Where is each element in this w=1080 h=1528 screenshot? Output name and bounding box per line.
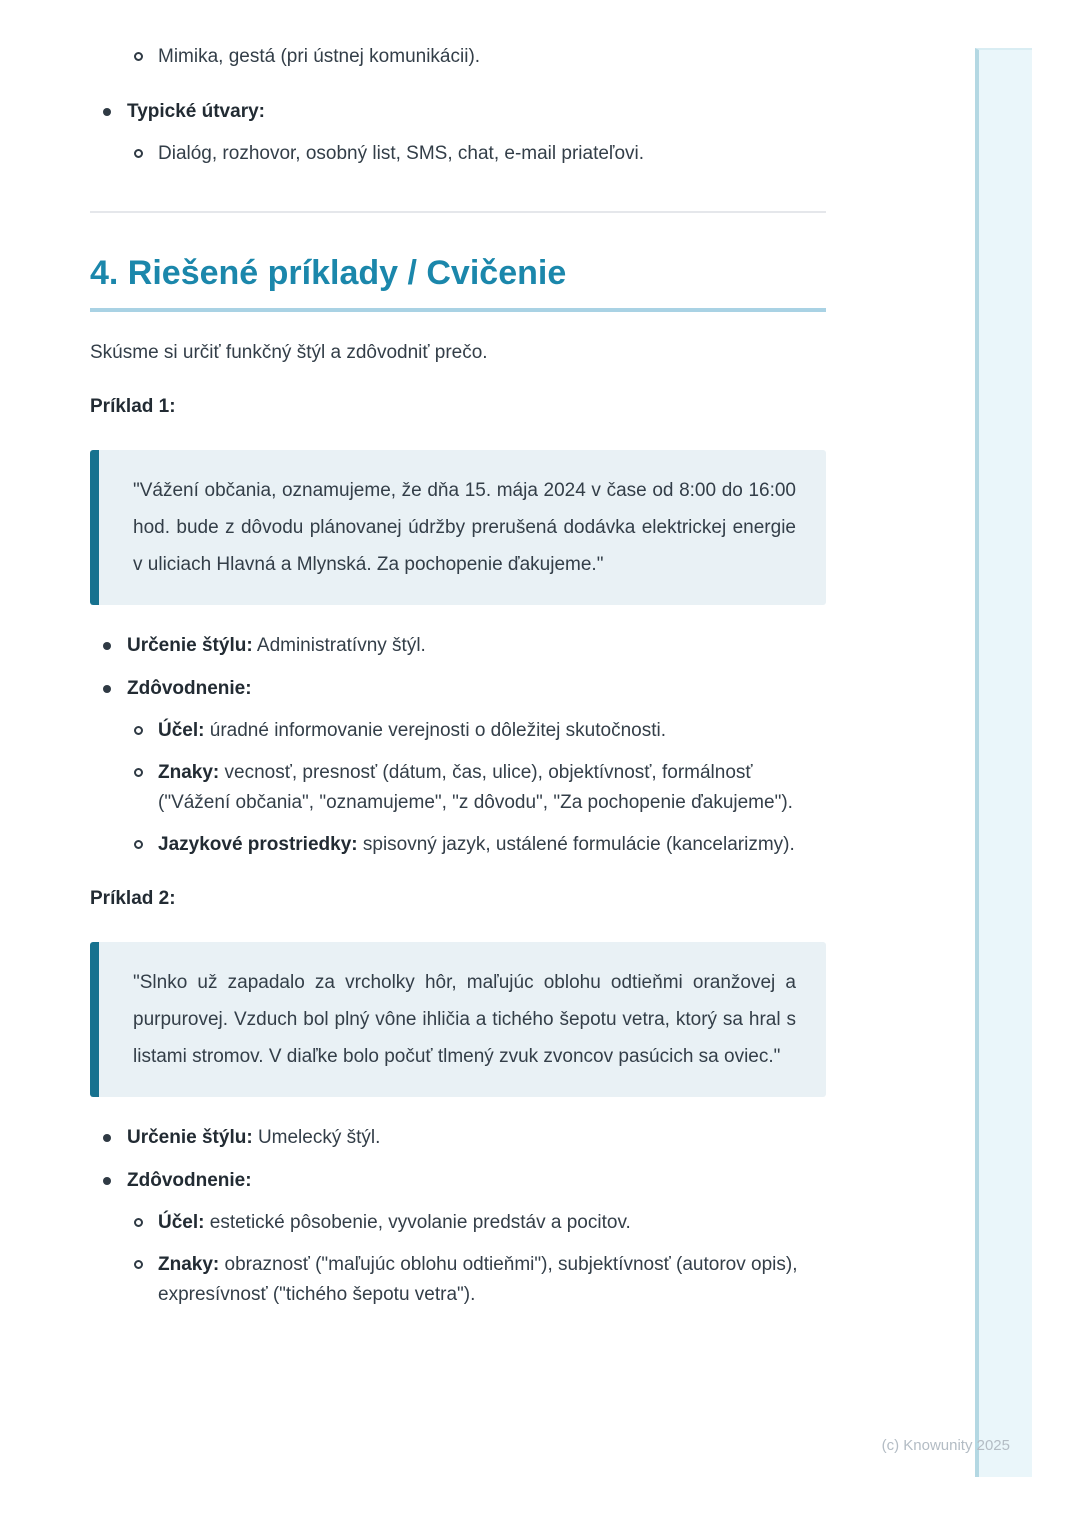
example-label: Príklad 2: [90, 888, 176, 909]
section-divider [90, 211, 826, 213]
section-intro: Skúsme si určiť funkčný štýl a zdôvodniť prečo. [90, 342, 488, 363]
list-item [90, 631, 826, 661]
scrollbar-track[interactable] [975, 48, 1032, 1477]
list-item-text: Umelecký štýl. [257, 1127, 381, 1148]
list-item [127, 1250, 826, 1310]
list-item-text: Administratívny štýl. [256, 635, 426, 656]
list-item-label: Zdôvodnenie: [127, 678, 252, 699]
example-points-list [127, 716, 826, 860]
copyright-notice: (c) Knowunity 2025 [881, 1437, 1010, 1454]
example-label: Príklad 1: [90, 396, 176, 417]
list-item-label: Určenie štýlu: [127, 1127, 253, 1148]
list-item [90, 1166, 826, 1310]
example-points-list [127, 1208, 826, 1310]
list-item [127, 830, 826, 860]
list-item-label: Zdôvodnenie: [127, 1170, 252, 1191]
list-item [127, 758, 826, 818]
list-item-label: Znaky: [158, 1254, 220, 1275]
list-item-label: Znaky: [158, 762, 220, 783]
list-item-text: estetické pôsobenie, vyvolanie predstáv a pocitov. [209, 1212, 631, 1233]
example-quote: "Slnko už zapadalo za vrcholky hôr, maľujúc oblohu odtieňmi oranžovej a purpurovej. Vzduch bol plný vône ihličia a tichého šepotu vetra, ktorý sa hral s listami stromov. V diaľke bolo počuť tlmený zvuk zvoncov pasúcich sa oviec." [90, 942, 826, 1097]
list-item [90, 674, 826, 860]
list-item-text: úradné informovanie verejnosti o dôležitej skutočnosti. [209, 720, 667, 741]
list-item [127, 42, 826, 72]
carryover-nested-list [127, 139, 826, 169]
example-block-1 [90, 392, 826, 860]
example-quote: "Vážení občania, oznamujeme, že dňa 15. mája 2024 v čase od 8:00 do 16:00 hod. bude z dôvodu plánovanej údržby prerušená dodávka elektrickej energie v uliciach Hlavná a Mlynská. Za pochopenie ďakujeme." [90, 450, 826, 605]
list-item-label: Určenie štýlu: [127, 635, 253, 656]
list-item-text: spisovný jazyk, ustálené formulácie (kancelarizmy). [362, 834, 795, 855]
list-item-label: Účel: [158, 1212, 205, 1233]
list-item [127, 139, 826, 169]
list-item-label: Účel: [158, 720, 205, 741]
list-item-text: vecnosť, presnosť (dátum, čas, ulice), objektívnosť, formálnosť ("Vážení občania", "oznamujeme", "z dôvodu", "Za pochopenie ďakujeme"). [158, 762, 793, 813]
section-heading: 4. Riešené príklady / Cvičenie [90, 253, 826, 312]
document-content [90, 42, 826, 1310]
list-item [90, 1123, 826, 1153]
example-block-2 [90, 884, 826, 1310]
carryover-list [90, 97, 826, 169]
list-item-label: Jazykové prostriedky: [158, 834, 358, 855]
carryover-sublist [127, 42, 826, 72]
list-item-text: Mimika, gestá (pri ústnej komunikácii). [158, 46, 481, 67]
list-item [90, 97, 826, 169]
example-analysis-list [90, 631, 826, 860]
list-item [127, 1208, 826, 1238]
example-analysis-list [90, 1123, 826, 1310]
list-item [127, 716, 826, 746]
list-item-text: Dialóg, rozhovor, osobný list, SMS, chat, e-mail priateľovi. [158, 143, 645, 164]
list-item-text: obraznosť ("maľujúc oblohu odtieňmi"), subjektívnosť (autorov opis), expresívnosť ("tichého šepotu vetra"). [158, 1254, 798, 1305]
list-item-label: Typické útvary: [127, 101, 265, 122]
